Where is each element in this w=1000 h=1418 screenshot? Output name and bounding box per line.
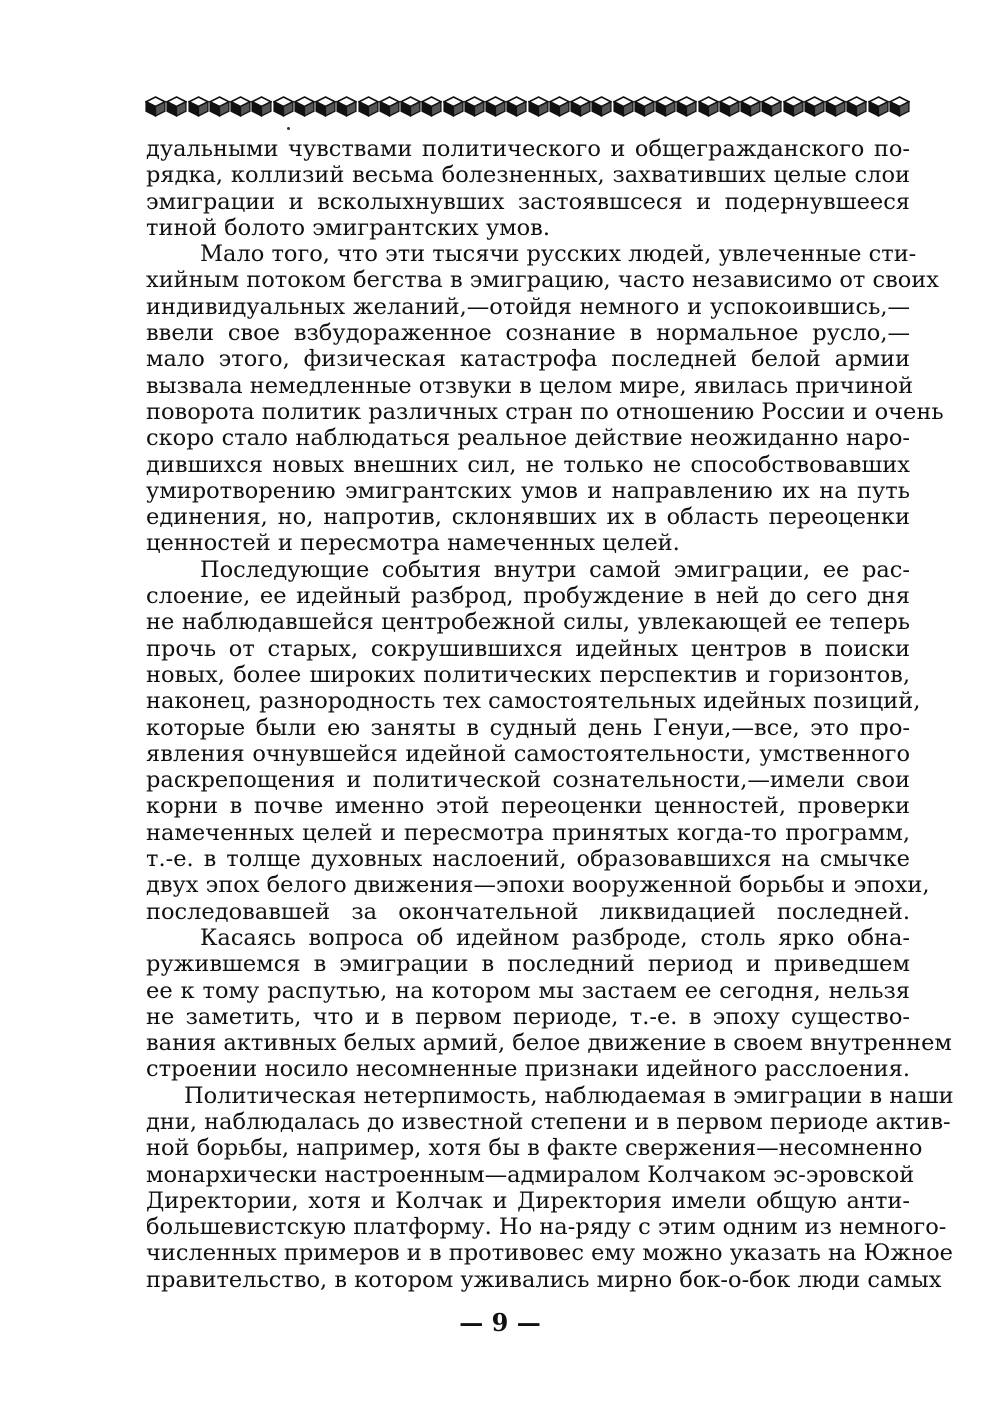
text-line: не наблюдавшейся центробежной силы, увлекающей ее теперь [146, 609, 910, 636]
cube-ornament-icon [570, 96, 591, 117]
text-line: ной борьбы, например, хотя бы в факте свержения—несомненно [146, 1135, 923, 1162]
text-line: Последующие события внутри самой эмиграции, ее рас- [200, 556, 910, 583]
cube-ornament-icon [315, 96, 336, 117]
cube-ornament-icon [761, 96, 782, 117]
cube-ornament-icon [400, 96, 421, 117]
cube-ornament-icon [421, 96, 442, 117]
text-line: строении носило несомненные признаки идейного расслоения. [146, 1056, 910, 1083]
text-line: новых, более широких политических перспектив и горизонтов, [146, 661, 910, 688]
cube-ornament-icon [740, 96, 761, 117]
page-number: — 9 — [459, 1308, 541, 1337]
text-line: тиной болото эмигрантских умов. [146, 214, 550, 241]
cube-ornament-icon [379, 96, 400, 117]
cube-ornament-icon [443, 96, 464, 117]
text-line: раскрепощения и политической сознательности,—имели свои [146, 767, 910, 794]
text-line: численных примеров и в противовес ему можно указать на Южное [146, 1240, 953, 1267]
paragraph [146, 924, 952, 1083]
cube-ornament-icon [230, 96, 251, 117]
cube-ornament-icon [783, 96, 804, 117]
text-line: т.-е. в толще духовных наслоений, образовавшихся на смычке [146, 846, 910, 873]
cube-ornament-icon [719, 96, 740, 117]
ink-speck [287, 127, 290, 130]
cube-ornament-icon [145, 96, 166, 117]
text-line: прочь от старых, сокрушившихся идейных центров в поиски [146, 635, 910, 662]
text-line: явления очнувшейся идейной самостоятельности, умственного [146, 740, 910, 767]
text-line: ценностей и пересмотра намеченных целей. [146, 530, 680, 557]
text-line: ввели свое взбудораженное сознание в нормальное русло,— [146, 320, 910, 347]
cube-ornament-icon [188, 96, 209, 117]
cube-ornament-icon [804, 96, 825, 117]
cube-ornament-icon [294, 96, 315, 117]
cube-ornament-icon [889, 96, 910, 117]
text-line: двух эпох белого движения—эпохи вооруженной борьбы и эпохи, [146, 872, 930, 899]
text-line: умиротворению эмигрантских умов и направлению их на путь [146, 477, 910, 504]
cube-ornament-icon [655, 96, 676, 117]
cube-ornament-icon [358, 96, 379, 117]
text-line: дуальными чувствами политического и общегражданского по- [146, 136, 910, 162]
text-line: индивидуальных желаний,—отойдя немного и успокоившись,— [146, 293, 910, 320]
cube-ornament-icon [591, 96, 612, 117]
cube-ornament-icon [634, 96, 655, 117]
text-line: поворота политик различных стран по отношению России и очень [146, 398, 944, 425]
text-line: единения, но, напротив, склонявших их в область переоценки [146, 504, 910, 531]
cube-ornament-icon [485, 96, 506, 117]
text-line: правительство, в котором уживались мирно бок-о-бок люди самых [146, 1266, 942, 1293]
cube-ornament-icon [166, 96, 187, 117]
cube-ornament-icon [464, 96, 485, 117]
text-line: Касаясь вопроса об идейном разброде, столь ярко обна- [200, 924, 910, 951]
text-line: дившихся новых внешних сил, не только не способствовавших [146, 451, 910, 478]
paragraph [146, 241, 944, 557]
text-line: мало этого, физическая катастрофа последней белой армии [146, 346, 910, 373]
text-line: ее к тому распутью, на котором мы застаем ее сегодня, нельзя [146, 977, 910, 1004]
text-line: хийным потоком бегства в эмиграцию, часто независимо от своих [146, 267, 939, 294]
paragraph [146, 136, 910, 241]
text-line: Политическая нетерпимость, наблюдаемая в эмиграции в наши [184, 1082, 954, 1109]
text-line: эмиграции и всколыхнувших застоявшсеся и подернувшееся [146, 188, 910, 215]
ornament-border [145, 92, 910, 120]
cube-ornament-icon [825, 96, 846, 117]
text-line: слоение, ее идейный разброд, пробуждение в ней до сего дня [146, 583, 910, 610]
text-line: монархически настроенным—адмиралом Колчаком эс-эровской [146, 1161, 915, 1188]
cube-ornament-icon [868, 96, 889, 117]
cube-ornament-icon [698, 96, 719, 117]
text-line: Мало того, что эти тысячи русских людей, увлеченные сти- [200, 241, 917, 268]
cube-ornament-icon [251, 96, 272, 117]
text-line: последовавшей за окончательной ликвидацией последней. [146, 898, 910, 925]
text-line: Директории, хотя и Колчак и Директория имели общую анти- [146, 1187, 910, 1214]
text-line: большевистскую платформу. Но на-ряду с этим одним из немного- [146, 1214, 947, 1241]
text-line: не заметить, что и в первом периоде, т.-е. в эпоху существо- [146, 1003, 910, 1030]
text-line: скоро стало наблюдаться реальное действие неожиданно наро- [146, 425, 910, 452]
text-line: намеченных целей и пересмотра принятых когда-то программ, [146, 819, 910, 846]
body-text [146, 136, 954, 1293]
cube-ornament-icon [209, 96, 230, 117]
text-line: вызвала немедленные отзвуки в целом мире, явилась причиной [146, 372, 914, 399]
text-line: дни, наблюдалась до известной степени и в первом периоде актив- [146, 1108, 951, 1135]
cube-ornament-icon [336, 96, 357, 117]
cube-ornament-icon [613, 96, 634, 117]
text-line: корни в почве именно этой переоценки ценностей, проверки [146, 793, 910, 820]
cube-ornament-icon [846, 96, 867, 117]
text-line: рядка, коллизий весьма болезненных, захвативших целые слои [146, 162, 910, 189]
cube-ornament-icon [676, 96, 697, 117]
cube-ornament-icon [506, 96, 527, 117]
text-line: вания активных белых армий, белое движение в своем внутреннем [146, 1030, 952, 1057]
cube-ornament-icon [273, 96, 294, 117]
cube-ornament-icon [528, 96, 549, 117]
cube-ornament-icon [549, 96, 570, 117]
text-line: ружившемся в эмиграции в последний период и приведшем [146, 951, 910, 978]
text-line: наконец, разнородность тех самостоятельных идейных позиций, [146, 688, 921, 715]
paragraph [146, 556, 930, 925]
text-line: которые были ею заняты в судный день Генуи,—все, это про- [146, 714, 910, 741]
paragraph [146, 1082, 954, 1293]
